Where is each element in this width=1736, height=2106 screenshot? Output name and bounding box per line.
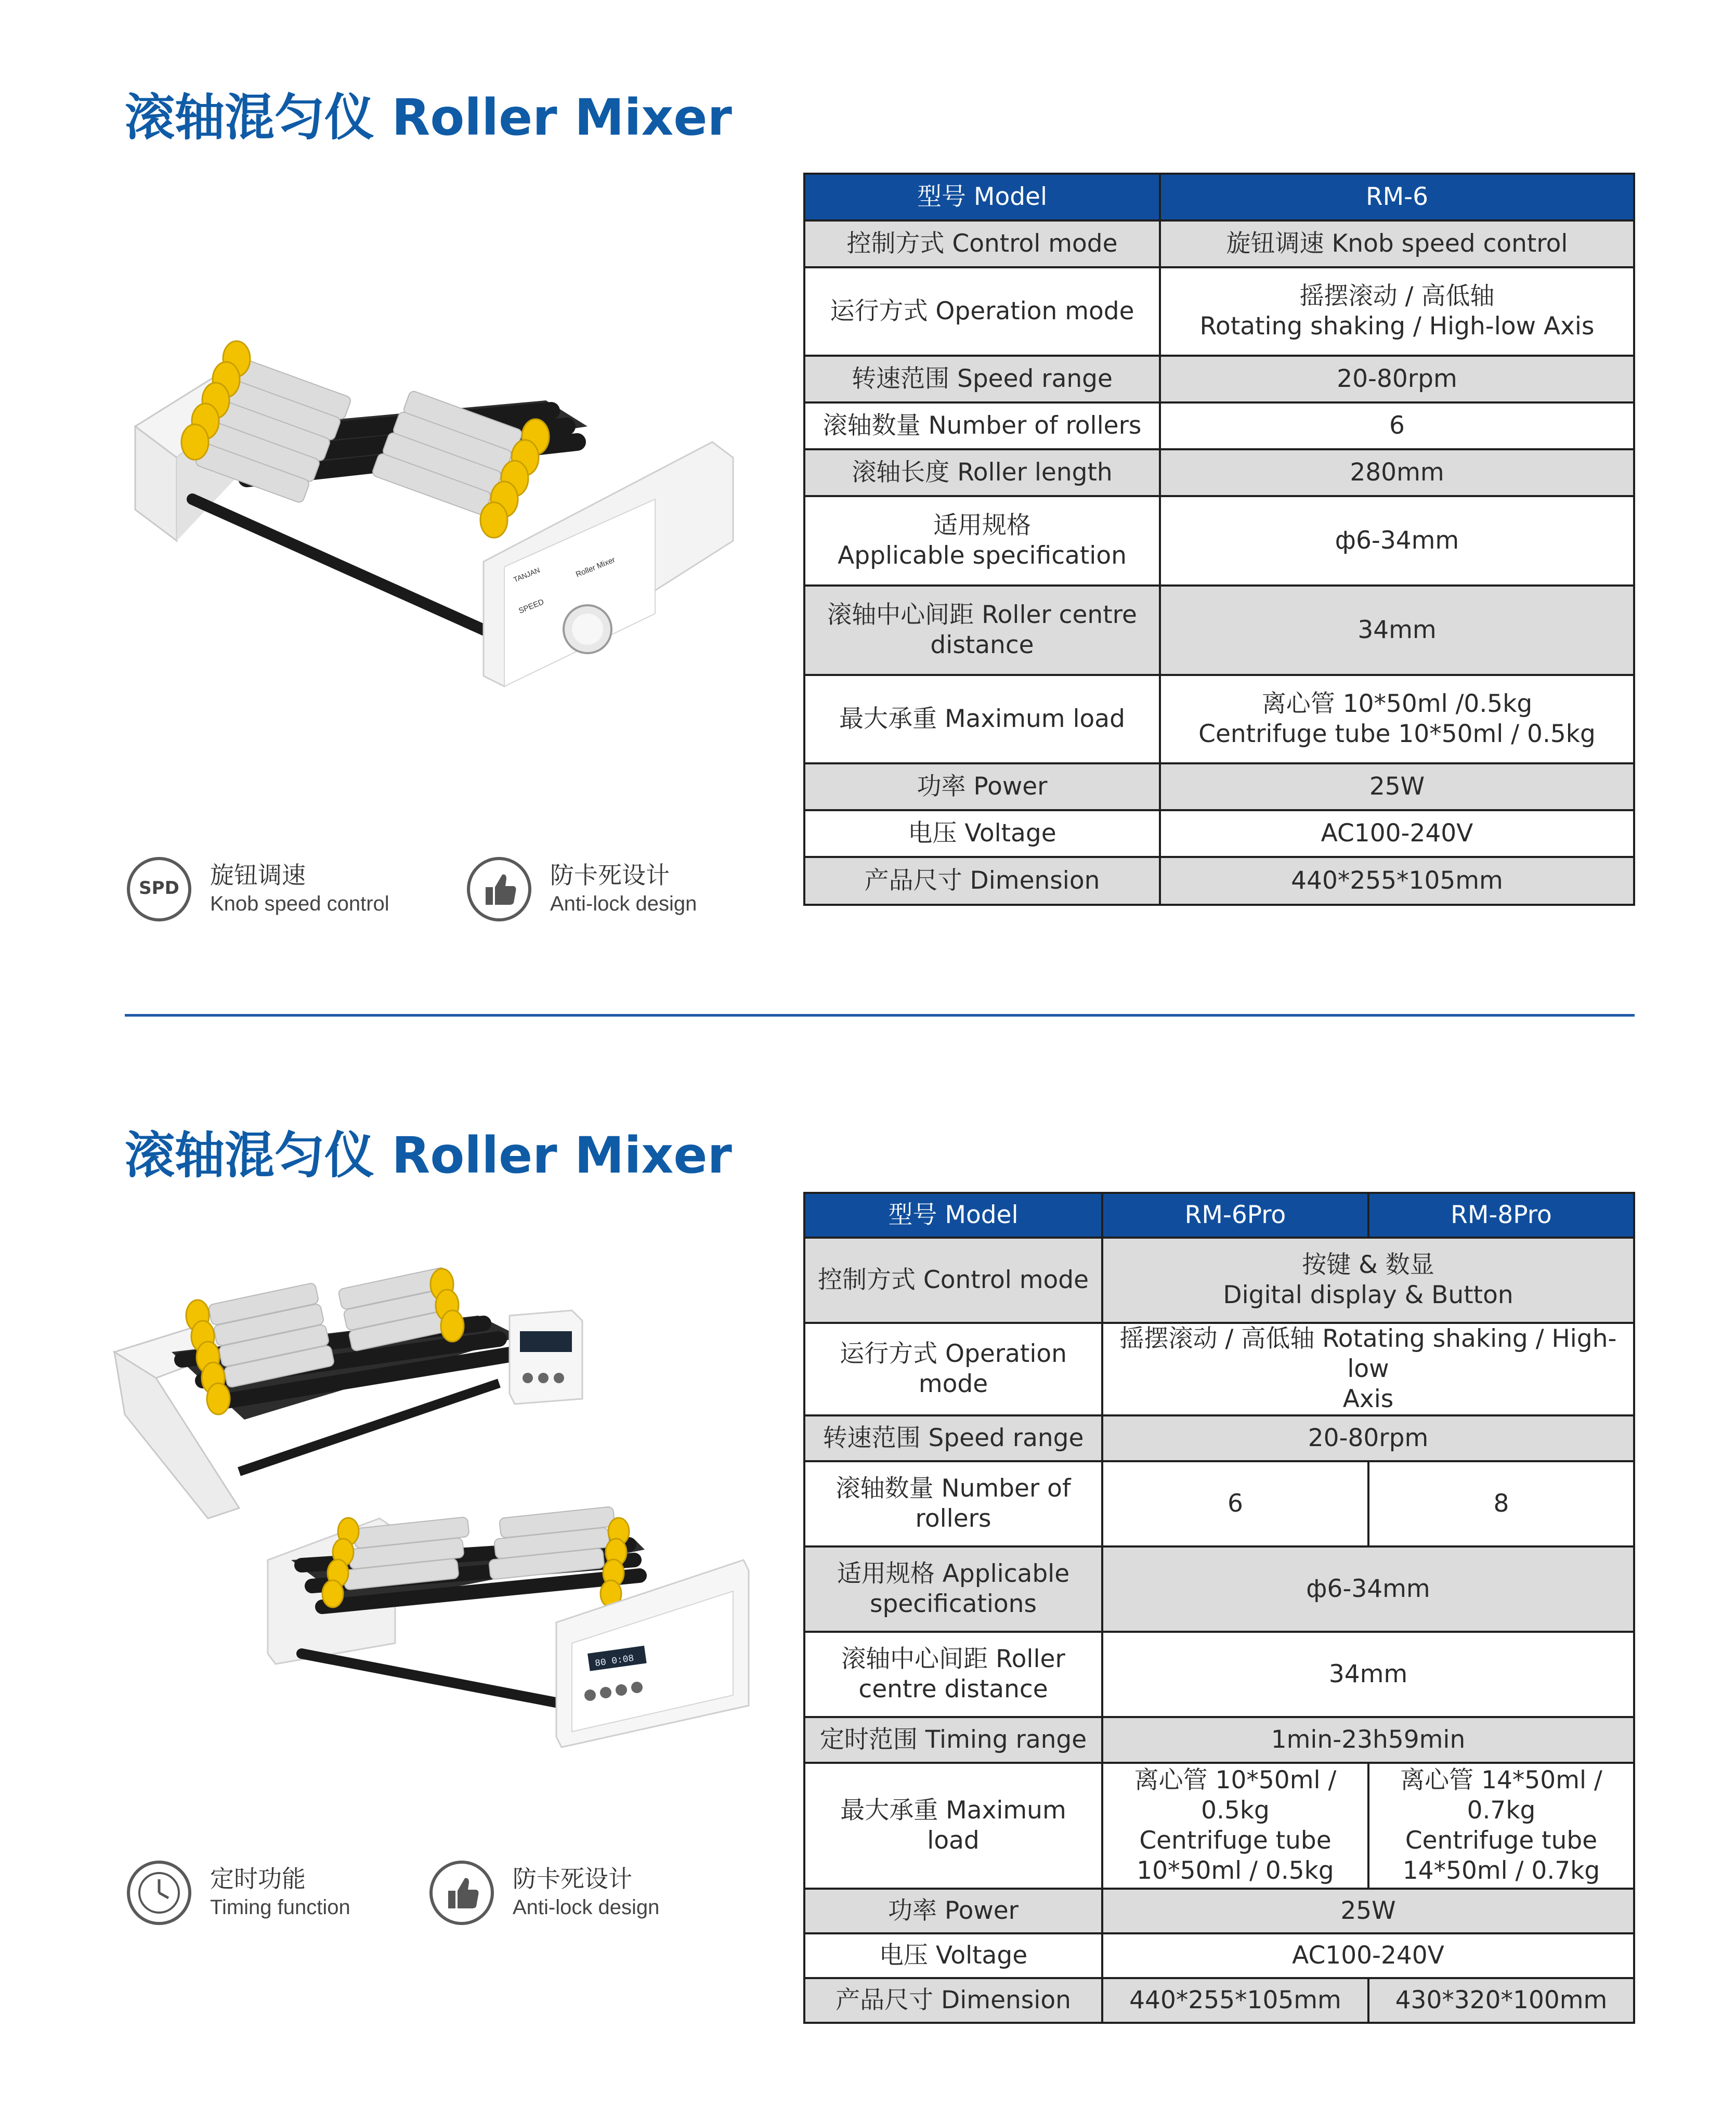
row-value: 20-80rpm: [1160, 356, 1634, 402]
table-row: [804, 810, 1634, 857]
device-speed-label: SPEED: [517, 597, 545, 616]
feature-label-en: Anti-lock design: [513, 1896, 660, 1919]
row-label: 功率 Power: [804, 1889, 1102, 1933]
row-value: 离心管 10*50ml /0.5kg Centrifuge tube 10*50ml / 0.5kg: [1160, 675, 1634, 763]
table-header-row: [804, 1193, 1634, 1238]
table-row: [804, 1323, 1634, 1415]
table-row: [804, 586, 1634, 675]
feature-label-en: Knob speed control: [210, 892, 389, 915]
feature-label-cn: 定时功能: [210, 1865, 306, 1893]
table-row: [804, 1632, 1634, 1717]
row-value: 旋钮调速 Knob speed control: [1160, 220, 1634, 267]
table-row: [804, 220, 1634, 267]
row-value: 6: [1160, 402, 1634, 449]
table-row: [804, 449, 1634, 496]
row-value: AC100-240V: [1160, 810, 1634, 857]
feature-label-cn: 防卡死设计: [513, 1865, 632, 1893]
feature-label-en: Anti-lock design: [550, 892, 697, 915]
row-value: 摇摆滚动 / 高低轴 Rotating shaking / High-low Axis: [1102, 1323, 1634, 1415]
table-row: [804, 496, 1634, 586]
row-value-rm6pro: 440*255*105mm: [1102, 1978, 1368, 2023]
row-label: 转速范围 Speed range: [804, 356, 1160, 402]
row-label: 适用规格 Applicable specifications: [804, 1546, 1102, 1632]
row-value: 按键 & 数显 Digital display & Button: [1102, 1238, 1634, 1323]
row-value: 25W: [1102, 1889, 1634, 1933]
row-label: 产品尺寸 Dimension: [804, 1978, 1102, 2023]
row-value: ф6-34mm: [1160, 496, 1634, 586]
device-name-label: Roller Mixer: [575, 555, 617, 579]
table-row: [804, 675, 1634, 763]
row-label: 最大承重 Maximum load: [804, 675, 1160, 763]
device-display-readout: 80 0:08: [594, 1653, 635, 1669]
row-value-rm8pro: 430*320*100mm: [1368, 1978, 1634, 2023]
row-label: 产品尺寸 Dimension: [804, 857, 1160, 905]
row-label: 电压 Voltage: [804, 1933, 1102, 1978]
section1-title: 滚轴混匀仪 Roller Mixer: [125, 88, 732, 147]
table-row: [804, 763, 1634, 810]
table-row: [804, 1763, 1634, 1889]
table-header-row: [804, 174, 1634, 220]
device-brand-label: TANJAN: [512, 565, 541, 584]
rm6-spec-table: [803, 173, 1635, 906]
row-label: 滚轴中心间距 Roller centre distance: [804, 586, 1160, 675]
table-row: [804, 356, 1634, 402]
roller-mixer-rm8pro-device: [268, 1506, 749, 1747]
row-value: 34mm: [1102, 1632, 1634, 1717]
roller-mixer-rm6-photo: [120, 322, 754, 718]
feature-label-en: Timing function: [210, 1896, 350, 1919]
row-value-rm8pro: 8: [1368, 1461, 1634, 1546]
row-label: 转速范围 Speed range: [804, 1415, 1102, 1461]
row-label: 滚轴数量 Number of rollers: [804, 1461, 1102, 1546]
table-row: [804, 1978, 1634, 2023]
table-row: [804, 1415, 1634, 1461]
table-row: [804, 1461, 1634, 1546]
row-value: 34mm: [1160, 586, 1634, 675]
header-rm6pro: RM-6Pro: [1102, 1193, 1368, 1238]
row-label: 适用规格 Applicable specification: [804, 496, 1160, 586]
spd-badge: SPD: [139, 878, 179, 899]
row-value-rm6pro: 离心管 10*50ml / 0.5kg Centrifuge tube 10*50ml / 0.5kg: [1102, 1763, 1368, 1889]
table-row: [804, 857, 1634, 905]
section-divider: [125, 1014, 1635, 1017]
header-model: 型号 Model: [804, 174, 1160, 220]
row-value: 1min-23h59min: [1102, 1717, 1634, 1763]
roller-mixer-rm6pro-device: [114, 1267, 582, 1518]
table-row: [804, 1546, 1634, 1632]
table-row: [804, 1717, 1634, 1763]
table-row: [804, 1238, 1634, 1323]
row-label: 功率 Power: [804, 763, 1160, 810]
row-value: 440*255*105mm: [1160, 857, 1634, 905]
row-value: ф6-34mm: [1102, 1546, 1634, 1632]
row-label: 最大承重 Maximum load: [804, 1763, 1102, 1889]
row-value: 25W: [1160, 763, 1634, 810]
spd-speed-icon: [127, 857, 191, 921]
row-value-rm8pro: 离心管 14*50ml / 0.7kg Centrifuge tube 14*50ml / 0.7kg: [1368, 1763, 1634, 1889]
row-value-rm6pro: 6: [1102, 1461, 1368, 1546]
rm-pro-spec-table: [803, 1192, 1635, 2024]
row-value: 摇摆滚动 / 高低轴 Rotating shaking / High-low Axis: [1160, 267, 1634, 356]
feature-label-cn: 防卡死设计: [550, 861, 670, 889]
row-label: 控制方式 Control mode: [804, 220, 1160, 267]
header-model: 型号 Model: [804, 1193, 1102, 1238]
thumbs-up-icon: [429, 1861, 494, 1925]
row-value: 280mm: [1160, 449, 1634, 496]
row-label: 滚轴长度 Roller length: [804, 449, 1160, 496]
table-row: [804, 267, 1634, 356]
feature-label-cn: 旋钮调速: [210, 861, 306, 889]
row-label: 电压 Voltage: [804, 810, 1160, 857]
clock-icon: [127, 1861, 191, 1925]
header-rm6: RM-6: [1160, 174, 1634, 220]
roller-mixer-pro-photos: [104, 1248, 759, 1794]
row-label: 滚轴中心间距 Roller centre distance: [804, 1632, 1102, 1717]
thumbs-up-icon: [467, 857, 531, 921]
table-row: [804, 1889, 1634, 1933]
header-rm8pro: RM-8Pro: [1368, 1193, 1634, 1238]
row-label: 运行方式 Operation mode: [804, 1323, 1102, 1415]
section2-title: 滚轴混匀仪 Roller Mixer: [125, 1126, 732, 1185]
row-label: 运行方式 Operation mode: [804, 267, 1160, 356]
table-row: [804, 402, 1634, 449]
row-label: 定时范围 Timing range: [804, 1717, 1102, 1763]
table-row: [804, 1933, 1634, 1978]
row-label: 滚轴数量 Number of rollers: [804, 402, 1160, 449]
row-label: 控制方式 Control mode: [804, 1238, 1102, 1323]
row-value: AC100-240V: [1102, 1933, 1634, 1978]
row-value: 20-80rpm: [1102, 1415, 1634, 1461]
